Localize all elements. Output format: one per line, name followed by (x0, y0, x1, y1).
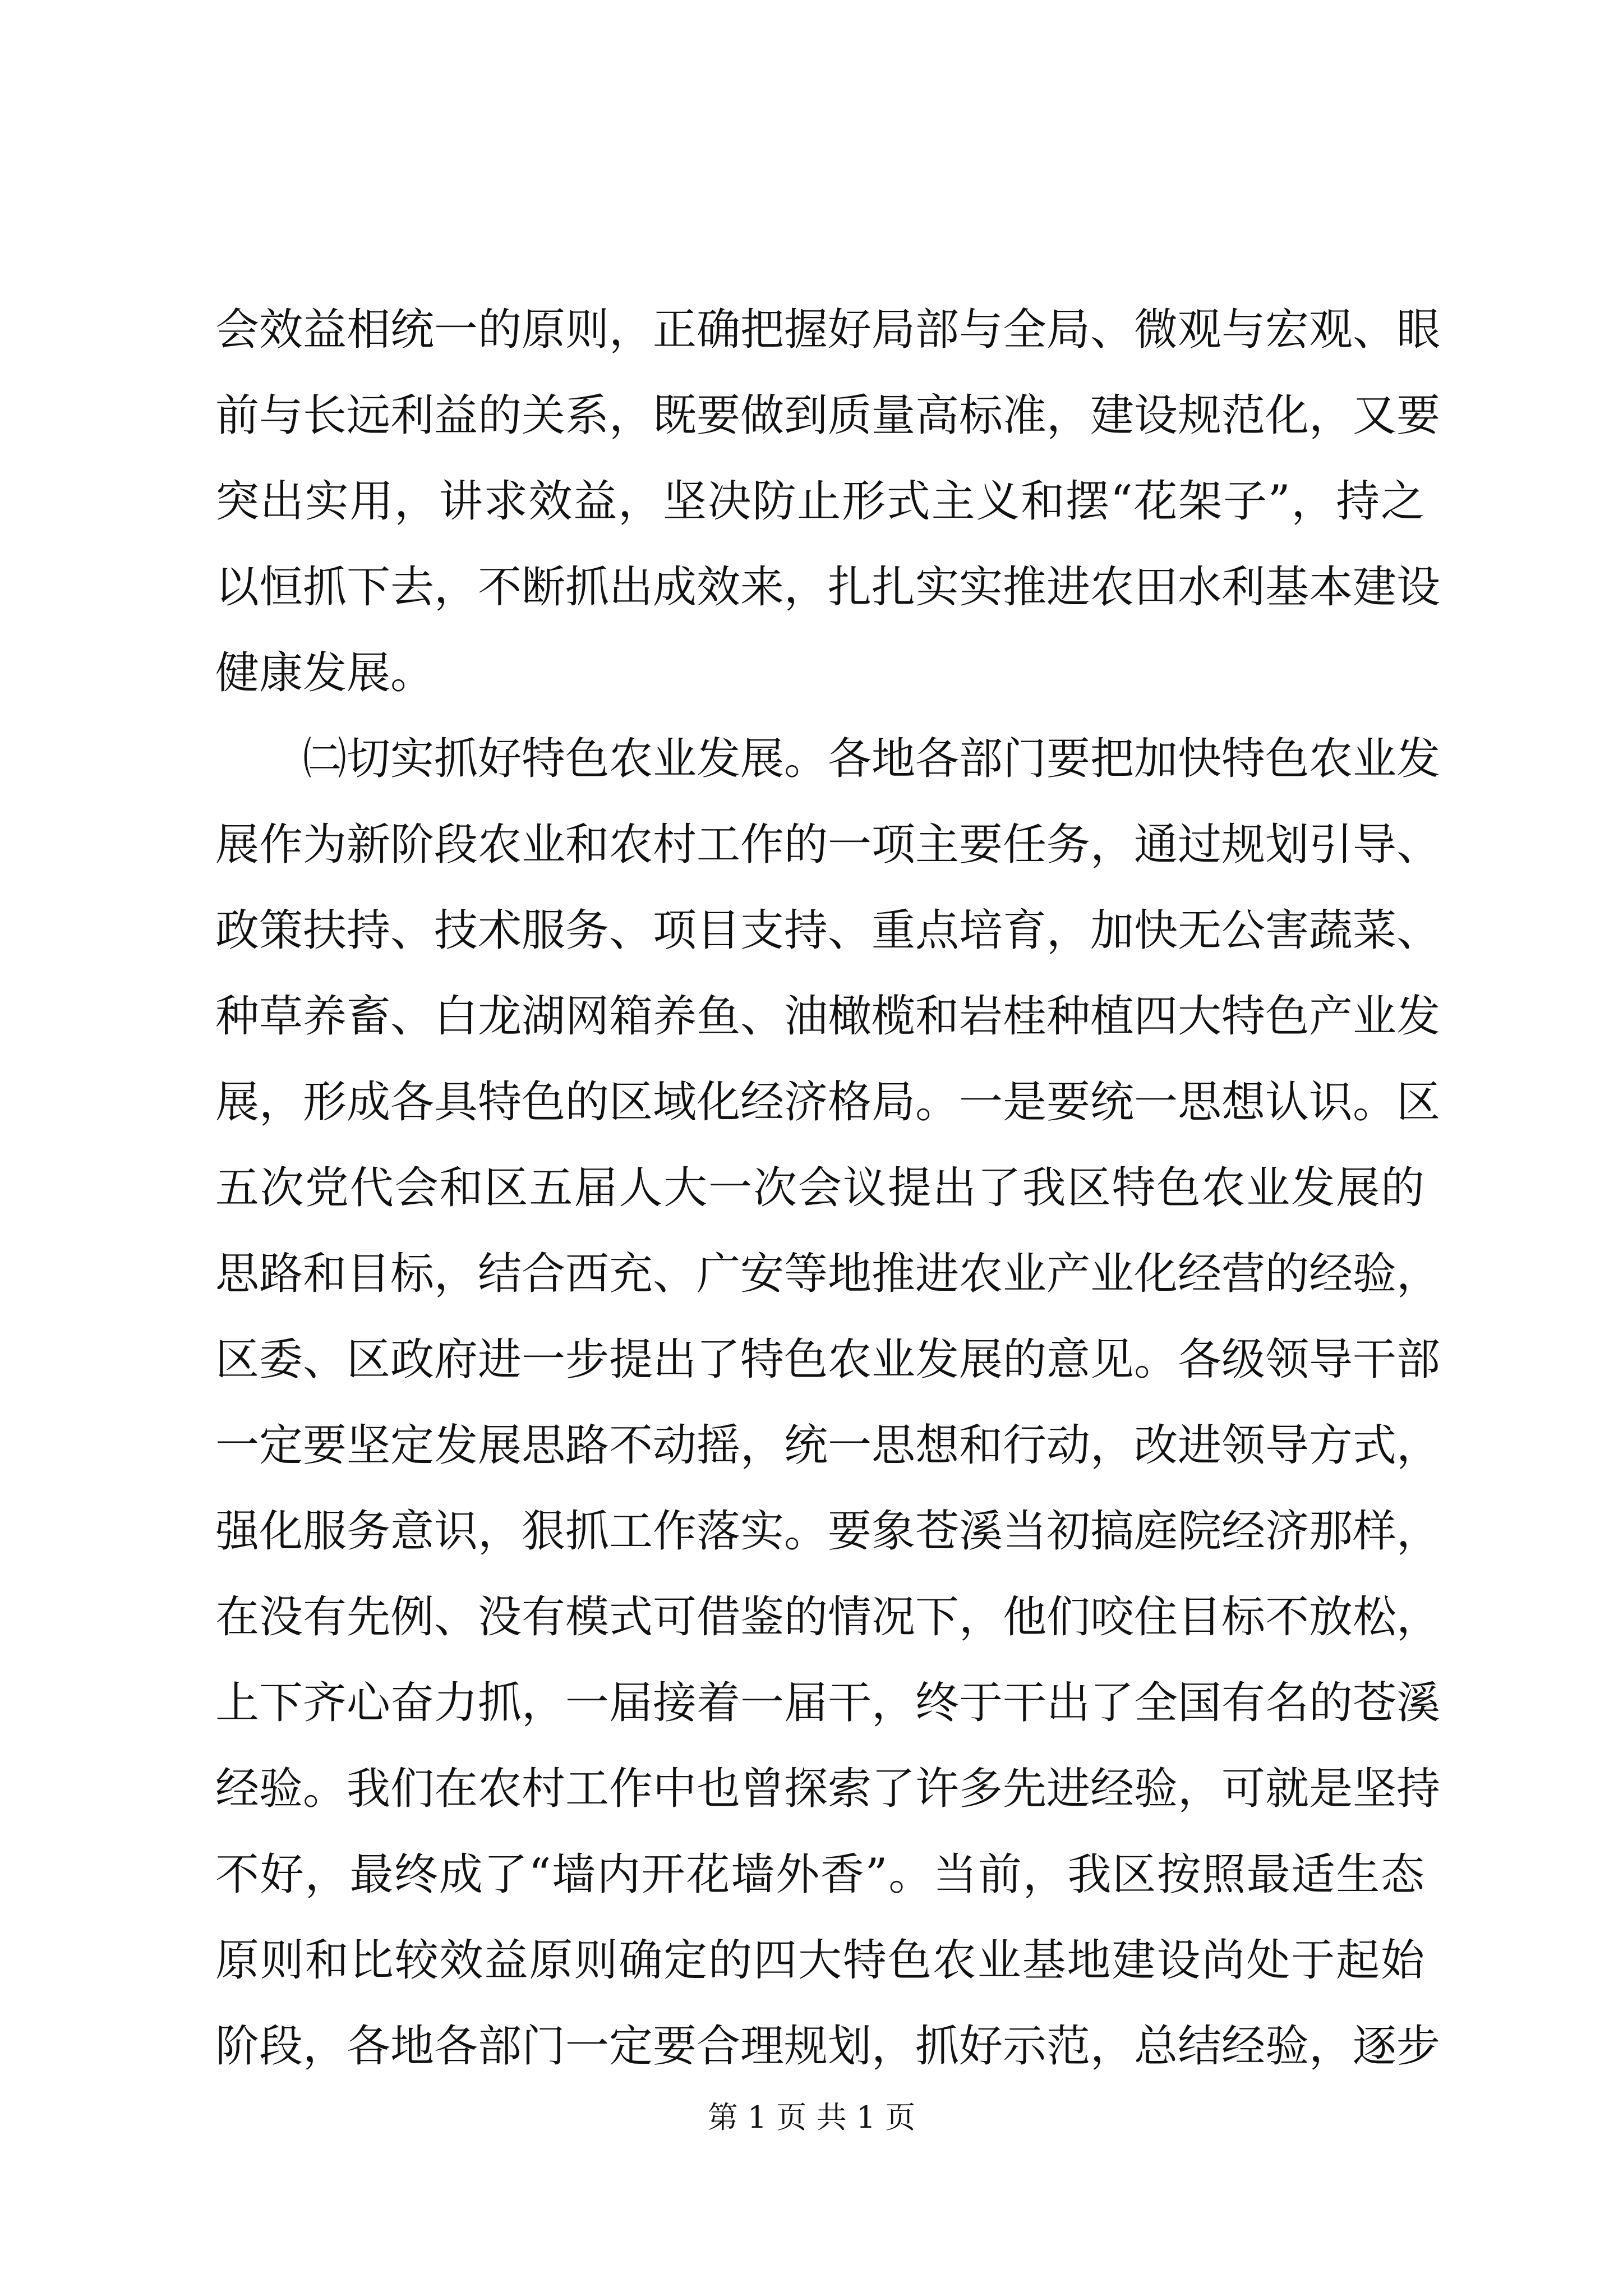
text-line-3: 突出实用，讲求效益，坚决防止形式主义和摆“花架子”，持之 (215, 476, 1424, 527)
text-line-14: 一定要坚定发展思路不动摇，统一思想和行动，改进领导方式， (215, 1420, 1441, 1471)
text-line-11: 五次党代会和区五届人大一次会议提出了我区特色农业发展的 (215, 1163, 1424, 1213)
text-line-20: 原则和比较效益原则确定的四大特色农业基地建设尚处于起始 (215, 1935, 1424, 1986)
body-text (215, 287, 1441, 2090)
text-line-5: 健康发展。 (215, 648, 435, 698)
page-footer (0, 2098, 1623, 2137)
text-line-21: 阶段，各地各部门一定要合理规划，抓好示范，总结经验，逐步 (215, 2021, 1441, 2072)
text-line-9: 种草养畜、白龙湖网箱养鱼、油橄榄和岩桂种植四大特色产业发 (215, 991, 1441, 1042)
text-line-2: 前与长远利益的关系，既要做到质量高标准，建设规范化，又要 (215, 390, 1441, 441)
text-line-7: 展作为新阶段农业和农村工作的一项主要任务，通过规划引导、 (215, 820, 1441, 870)
text-line-13: 区委、区政府进一步提出了特色农业发展的意见。各级领导干部 (215, 1335, 1441, 1385)
text-line-8: 政策扶持、技术服务、项目支持、重点培育，加快无公害蔬菜、 (215, 905, 1441, 956)
text-line-18: 经验。我们在农村工作中也曾探索了许多先进经验，可就是坚持 (215, 1764, 1441, 1814)
text-line-6: ㈡切实抓好特色农业发展。各地各部门要把加快特色农业发 (215, 734, 1441, 784)
text-line-16: 在没有先例、没有模式可借鉴的情况下，他们咬住目标不放松， (215, 1592, 1441, 1642)
text-line-12: 思路和目标，结合西充、广安等地推进农业产业化经营的经验， (215, 1249, 1441, 1299)
text-line-10: 展，形成各具特色的区域化经济格局。一是要统一思想认识。区 (215, 1077, 1441, 1128)
text-line-15: 强化服务意识，狠抓工作落实。要象苍溪当初搞庭院经济那样， (215, 1506, 1441, 1557)
text-line-4: 以恒抓下去，不断抓出成效来，扎扎实实推进农田水利基本建设 (215, 562, 1441, 613)
text-line-17: 上下齐心奋力抓，一届接着一届干，终于干出了全国有名的苍溪 (215, 1678, 1441, 1728)
text-line-1: 会效益相统一的原则，正确把握好局部与全局、微观与宏观、眼 (215, 305, 1441, 355)
page-number: 第 1 页 共 1 页 (707, 2100, 916, 2135)
text-line-19: 不好，最终成了“墙内开花墙外香”。当前，我区按照最适生态 (215, 1849, 1424, 1900)
